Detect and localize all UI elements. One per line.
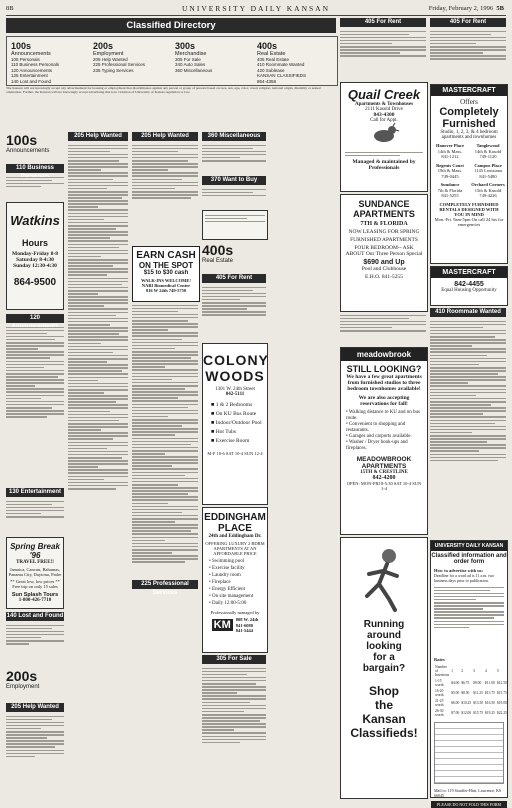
watkins-hours: Hours: [21, 238, 48, 248]
page-header: [6, 3, 506, 16]
quail-bird-icon: [369, 123, 399, 145]
ad-text-block: [202, 187, 266, 207]
mastercraft-location: Orchard Corners 15th & Kasold 749-4226: [471, 182, 505, 198]
want-to-buy-ad: [202, 210, 268, 240]
runner-illustration-icon: [349, 544, 419, 614]
ad-text-block: [340, 29, 426, 79]
table-row: 21-25 words $6.00 $10.25 $13.50 $16.50 $19.00: [435, 699, 507, 707]
colony-feature: ■ Exercise Room: [211, 438, 250, 444]
directory-cat: Real Estate: [257, 51, 286, 57]
eddingham-feature: • Daily 12:00-5:00: [209, 601, 247, 606]
sundance-fourbr: FOUR BEDROOM-- ASK ABOUT Our Three Person Special: [345, 245, 423, 257]
eddingham-feature: • Exercise facility: [209, 566, 245, 571]
meadowbrook-phone: 842-4200: [372, 475, 396, 481]
meadowbrook-hours: OPEN: MON-FRI 8-5:30 SAT 10-4 SUN 1-4: [346, 481, 422, 491]
ad-text-block: [6, 325, 64, 485]
sundance-ad[interactable]: [340, 194, 428, 312]
order-form-fill-lines[interactable]: [434, 722, 504, 784]
mastercraft-footer: COMPLETELY FURNISHED RENTALS DESIGNED WITH YOU IN MIND: [439, 201, 499, 217]
directory-cat: Merchandise: [175, 51, 207, 57]
directory-num: 400s: [257, 41, 278, 51]
header-date: Friday, February 2, 1996 5B: [428, 5, 504, 12]
spring-break-sub: TRAVEL FREE!!: [16, 560, 54, 565]
ad-text-block: [430, 319, 506, 537]
order-form-footer: PLEASE DO NOT FOLD THIS FORM: [431, 801, 507, 808]
col-header-misc: 360 Miscellaneous: [202, 132, 266, 141]
directory-col-100s: [11, 41, 75, 84]
classified-directory: [6, 36, 338, 86]
directory-col-300s: [175, 41, 239, 73]
section-sub: Announcements: [6, 148, 50, 154]
header-left: 8B: [6, 5, 14, 12]
meadowbrook-feature: • Convenient to shopping and restaurants.: [346, 422, 406, 433]
plasma-line1: EARN CASH: [136, 250, 196, 261]
mastercraft-line: Studio, 1, 2, 3, & 4 bedroom apartments and townhomes: [440, 130, 498, 140]
ad-text-block: [68, 143, 128, 798]
ad-text-block: [202, 285, 266, 340]
meadowbrook-feature: • Walking distance to KU and on bus route.: [346, 410, 420, 421]
col-header-for-rent: 405 For Rent: [202, 274, 266, 283]
spring-break-ad[interactable]: [6, 537, 64, 609]
km-logo: KM: [213, 619, 231, 632]
directory-item[interactable]: 405 Real Estate: [257, 57, 290, 62]
mastercraft-tag: Equal Housing Opportunity: [441, 288, 497, 293]
newspaper-name: UNIVERSITY DAILY KANSAN: [181, 4, 331, 13]
ad-text-block: [202, 666, 266, 798]
mastercraft-location: Regents Court 19th & Mass. 749-0445: [436, 162, 464, 179]
meadowbrook-body: We have a few great apartments from furnished studios to three bedroom townhomes available!: [346, 374, 422, 392]
section-100s-header: [6, 132, 64, 162]
bargain-line: Shop: [369, 684, 399, 698]
table-row: Number of Insertions 1 2 3 4 5: [435, 665, 499, 677]
ad-text-block: [202, 143, 266, 173]
mastercraft-location: Tanglewood 14th & Kasold 749-1120: [474, 143, 502, 159]
meadowbrook-leases: We are also accepting reservations for fall!: [358, 395, 410, 407]
quail-creek-address: 2111 Kasold Drive: [365, 107, 403, 112]
colony-woods-address: 1301 W. 24th Street: [215, 387, 255, 392]
eddingham-feature: • Swimming pool: [209, 559, 245, 564]
order-form-rates-title: Rates: [434, 657, 445, 662]
quail-creek-ad[interactable]: [340, 82, 428, 192]
colony-feature: ■ Indoor/Outdoor Pool: [211, 420, 262, 426]
plasma-ad[interactable]: [132, 246, 200, 302]
plasma-line3: $15 to $30 cash: [143, 270, 189, 276]
mastercraft-ad[interactable]: [430, 84, 508, 264]
plasma-line5: NABI Biomedical Center: [141, 283, 191, 288]
bargain-line: Classifieds!: [350, 726, 418, 740]
plasma-line2: ON THE SPOT: [138, 261, 194, 270]
eddingham-title: EDDINGHAM PLACE: [204, 512, 266, 534]
col-header-prof-services: 225 Professional Services: [132, 580, 198, 589]
col-header-entertainment: 130 Entertainment: [6, 488, 64, 497]
meadowbrook-logo: meadowbrook: [341, 348, 427, 361]
ad-text-block: [132, 303, 198, 798]
directory-col-400s: [257, 41, 333, 84]
col-header-help-wanted: 205 Help Wanted: [6, 703, 64, 712]
sundance-pool: Pool and Clubhouse: [361, 266, 407, 272]
ad-text-block: [6, 499, 64, 535]
mastercraft-line: Completely: [439, 106, 499, 118]
bargain-line: Running: [363, 619, 405, 630]
spring-break-phone: 1-800-426-7710: [18, 598, 52, 603]
col-header-help-wanted-3: 205 Help Wanted: [132, 132, 198, 141]
eddingham-address: 24th and Eddingham Dr.: [208, 534, 262, 539]
colony-feature: ■ Hot Tubs: [211, 429, 237, 435]
col-header-for-rent-3: 405 For Rent: [430, 18, 506, 27]
col-header-want-to-buy: 370 Want to Buy: [202, 176, 266, 185]
ad-text-block: [132, 143, 198, 243]
directory-item[interactable]: 110 Business Personals: [11, 62, 59, 68]
eddingham-phone1: 841-6080: [235, 622, 253, 628]
watkins-line: Saturday 8-4:30: [16, 257, 54, 263]
plasma-line4: WALK-INS WELCOME!: [141, 278, 191, 283]
mastercraft-line: Offers: [460, 98, 478, 106]
section-num: 200s: [6, 668, 38, 684]
directory-col-200s: [93, 41, 157, 73]
colony-feature: ■ 1 & 2 Bedrooms: [211, 402, 253, 408]
col-header-lost-found: 140 Lost and Found: [6, 613, 64, 619]
sundance-loc: 7TH & FLORIDA: [360, 221, 408, 227]
meadowbrook-feature: • Washer / Dryer hook-ups and fireplaces.: [346, 440, 408, 451]
spring-break-company: Sun Splash Tours: [11, 592, 59, 598]
plasma-line6: 816 W 24th 749-5750: [145, 288, 187, 293]
col-header-announcements: 120: [6, 314, 64, 323]
section-num: 400s: [202, 242, 234, 258]
ad-text-block: [6, 175, 64, 200]
directory-item[interactable]: 225 Professional Services: [93, 62, 146, 68]
eddingham-feature: • Energy Efficient: [209, 587, 246, 592]
sundance-title: SUNDANCE APARTMENTS: [353, 199, 415, 219]
eddingham-managed: Professionally managed by: [210, 610, 260, 615]
mastercraft-ad-2[interactable]: [430, 266, 508, 306]
section-num: 100s: [6, 132, 38, 148]
watkins-ad[interactable]: [6, 202, 64, 310]
table-row: 16-20 words $5.00 $8.50 $11.25 $13.75 $15.75: [435, 689, 507, 697]
spring-break-deals: ** Great low, low prices ** Free trip on only 15 sales: [10, 579, 60, 589]
bargain-ad[interactable]: [340, 537, 428, 799]
directory-item[interactable]: 340 Auto Sales: [175, 62, 206, 68]
directory-item[interactable]: 205 Help Wanted: [93, 57, 128, 62]
directory-cat: Announcements: [11, 51, 51, 57]
classified-directory-banner: Classified Directory: [6, 18, 336, 33]
directory-item[interactable]: 125 Entertainment: [11, 73, 48, 79]
mastercraft-location: Hanover Place 14th & Mass. 841-1212: [435, 143, 465, 159]
quail-creek-sub: Apartments & Townhouses: [354, 102, 414, 107]
colony-woods-phone: 842-5111: [225, 392, 245, 397]
col-header-help-wanted-2: 205 Help Wanted: [68, 132, 128, 141]
ad-text-block: [340, 313, 426, 345]
watkins-line: Monday-Friday 8-8: [12, 251, 58, 257]
meadowbrook-feature: • Garages and carports available.: [346, 434, 412, 439]
eddingham-feature: • Fireplace: [209, 580, 231, 585]
mastercraft-phone: 842-4455: [454, 281, 484, 288]
rates-table: [434, 664, 508, 718]
col-header-business-personals: 110 Business: [6, 164, 64, 173]
directory-item[interactable]: 420 Sublease: [257, 67, 285, 73]
colony-woods-title: COLONY WOODS: [203, 352, 269, 384]
directory-item[interactable]: 410 Roommate Wanted: [257, 62, 305, 68]
bargain-line: around: [367, 630, 401, 641]
meadowbrook-name: MEADOWBROOK APARTMENTS: [356, 456, 412, 470]
order-form-deadline: Deadline for a word ad is 11 a.m. two business days prior to publication.: [434, 573, 495, 583]
spring-break-loc: Jamaica, Cancun, Bahamas, Panama City, Daytona, Padre: [8, 567, 62, 577]
meadowbrook-address: 15TH & CRESTLINE: [360, 470, 408, 475]
col-header-roommate: 410 Roommate Wanted: [430, 308, 506, 317]
order-form-mail: Mail to: 119 Stauffer-Flint, Lawrence, KS 66045: [434, 788, 502, 798]
eddingham-offer: OFFERING LUXURY 2 BDRM APARTMENTS AT AN AFFORDABLE PRICE: [205, 541, 265, 556]
order-form-sub: How to advertise with us:: [434, 568, 483, 573]
eddingham-feature: • Laundry room: [209, 573, 241, 578]
ad-text-block: [6, 714, 64, 796]
directory-cat: Employment: [93, 51, 124, 57]
quail-creek-cta: Call for Appt.: [370, 118, 398, 123]
section-400s-header: [202, 242, 266, 270]
mastercraft-logo: MASTERCRAFT: [431, 85, 507, 96]
colony-woods-ad[interactable]: [202, 343, 268, 505]
directory-item: 864-4358: [257, 78, 277, 84]
mastercraft-logo: MASTERCRAFT: [431, 267, 507, 278]
order-form[interactable]: [430, 540, 508, 807]
fine-print: The Kansan will not knowingly accept any advertisement for housing or employment that discriminates against any person or group of persons based on race, sex, age, color, creed, religion, national origin, disability or sexual orientation. Further, the Kansan will not knowingly accept advertising that is in violation of University of Kansas regulation or law.: [6, 86, 321, 95]
section-sub: Employment: [6, 684, 40, 690]
quail-creek-footer: Managed & maintained by Professionals: [352, 159, 416, 172]
directory-item[interactable]: 140 Lost and Found: [11, 78, 52, 84]
sundance-furnished: FURNISHED APARTMENTS: [350, 237, 418, 243]
sundance-phone: E.H.O. 841-5255: [365, 274, 403, 280]
eddingham-ad[interactable]: [202, 507, 268, 653]
watkins-line: Sunday 12:30-4:30: [13, 263, 57, 269]
eddingham-addr2: 808 W. 24th: [235, 617, 259, 622]
directory-item[interactable]: 360 Miscellaneous: [175, 67, 213, 73]
directory-num: 100s: [11, 41, 32, 51]
directory-item[interactable]: 305 For Sale: [175, 57, 201, 62]
section-200s-header: [6, 668, 64, 698]
section-sub: Real Estate: [202, 258, 234, 264]
meadowbrook-ad[interactable]: [340, 347, 428, 535]
eddingham-phone2: 841-5444: [235, 628, 253, 633]
bargain-line: looking: [366, 641, 402, 652]
bargain-line: Kansan: [362, 712, 406, 726]
directory-item[interactable]: 120 Announcements: [11, 67, 53, 73]
table-row: 26-30 words $7.00 $12.00 $15.75 $19.25 $22.25: [435, 709, 507, 717]
colony-feature: ■ On KU Bus Route: [211, 411, 257, 417]
directory-item: KANSAN CLASSIFIEDS: [257, 73, 307, 79]
directory-num: 300s: [175, 41, 196, 51]
directory-item[interactable]: 235 Typing Services: [93, 67, 134, 73]
order-form-kansan: UNIVERSITY DAILY KANSAN: [431, 541, 507, 551]
ad-text-block: [430, 29, 506, 81]
directory-item[interactable]: 105 Personals: [11, 57, 40, 62]
watkins-title: Watkins: [10, 213, 60, 228]
mastercraft-location: Campus Place 1145 Louisiana 841-5480: [474, 162, 502, 179]
mastercraft-line: Furnished: [442, 118, 496, 130]
bargain-line: the: [375, 698, 393, 712]
sundance-now: NOW LEASING FOR SPRING: [348, 229, 420, 235]
colony-woods-hours: M-F 10-6 SAT 10-4 SUN 12-4: [207, 451, 263, 456]
watkins-phone: 864-9500: [13, 277, 57, 288]
quail-creek-phone: 843-4300: [373, 112, 395, 118]
spring-break-title: Spring Break '96: [10, 542, 60, 560]
sundance-price: $690 and Up: [363, 259, 405, 266]
meadowbrook-headline: STILL LOOKING?: [346, 364, 422, 374]
directory-num: 200s: [93, 41, 114, 51]
mastercraft-hours: Mon.-Fri. 9am-5pm On call 24 hrs for emergencies: [434, 216, 504, 227]
order-form-title: Classified information and order form: [431, 553, 507, 565]
mastercraft-location: Sundance 7th & Florida 841-5255: [437, 182, 463, 198]
eddingham-feature: • On site management: [209, 594, 254, 599]
col-header-for-sale: 305 For Sale: [202, 655, 266, 664]
ad-text-block: [6, 623, 64, 663]
col-header-for-rent-2: 405 For Rent: [340, 18, 426, 27]
bargain-line: for a: [373, 652, 395, 663]
quail-creek-title: Quail Creek: [347, 87, 421, 102]
bargain-line: bargain?: [362, 663, 406, 674]
table-row: 1-15 words $4.00 $6.75 $9.00 $11.00 $12.50: [435, 679, 507, 687]
